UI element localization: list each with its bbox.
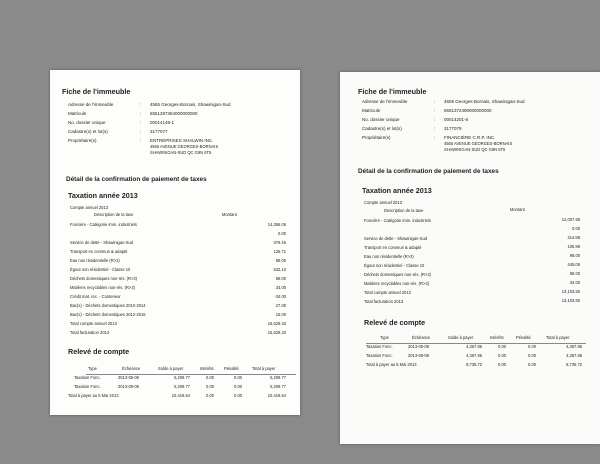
field-value-matricule: 6551372490000000000 (444, 108, 492, 113)
releve-header: Pénalité (224, 366, 239, 371)
releve-cell: 0.00 (528, 344, 536, 349)
detail-title: Détail de la confirmation de paiement de taxes (66, 176, 207, 183)
tax-row-desc: Eau non résidentielle (R>3) (364, 254, 414, 259)
tax-row-amount: 34.00 (569, 280, 580, 285)
total-compte-label: Total compte annuel 2013 (364, 290, 411, 295)
tax-row-amount: 0.00 (278, 231, 286, 236)
releve-title: Relevé de compte (364, 318, 426, 327)
tax-row-desc: Foncière - Catégorie imm. industriels (364, 218, 431, 223)
releve-header: Solde à payer (448, 335, 474, 340)
releve-cell: Taxation Fonc. (366, 344, 393, 349)
field-label-dossier: No. dossier unique (362, 117, 400, 122)
tax-row-amount: 27.00 (275, 303, 286, 308)
tax-row-desc: Crédit mat. rec. - Conteneur (70, 294, 121, 299)
tax-statement-left: Fiche de l'immeuble Adresse de l'immeuble : 4565 Georges-Bornais, Shawinigan-Sud Matricule : 6551287364000000000 No. dossier unique : 00014148-1 Cadastre(s) et lot(s) : 3177077 Propriétaire(s) : ENTREPRISES SHALWIN INC. 4565 AVENUE GEORGES-BORNAIS SHAWINIGAN-SUD QC G9N 6T5 Détail de la confirmation de paiement de taxes Taxation année 2013 Compte annuel 2013 Description de la taxe Montant Foncière - Catégorie imm. industriels 14,356.06 0.00 Service de dette - Shawinigan-Sud 376.46 Transport en commun & adapté 126.71 Eau non résidentielle (R>3) 98.00 Égout non résidentiel - Classe 10 532.10 Déchets domestiques non-rés. (R>3) 98.00 Matières recyclables non-rés. (R>3) 34.00 Crédit mat. rec. - Conteneur -34.00 Bac(s) - Déchets domestiques 2010-2014 27.00 Bac(s) - Déchets domestiques 2012-2016 15.00 Total compte annuel 2013 15,629.33 Total facturation 2013 15,629.33 Relevé de compte Type Échéance Solde à payer Intérêts Pénalité Total à payer Taxation Fonc. 2013-05-08 5,209.77 0.00 0.00 5,209.77 Taxation Fonc. 2013-09-08 5,209.77 0.00 0.00 5,209.77 Total à payer au 5 Mai 2013 10,419.54 0.00 0.00 10,419.54 (50, 70, 300, 415)
owner-address-line-1: 4565 AVENUE GEORGES-BORNAIS (150, 144, 219, 149)
total-facturation-label: Total facturation 2013 (364, 299, 404, 304)
releve-total-value: 8,735.72 (566, 362, 582, 367)
releve-cell: 2013-09-08 (118, 384, 139, 389)
total-facturation-label: Total facturation 2013 (70, 330, 110, 335)
tax-row-amount: 314.88 (567, 235, 580, 240)
tax-row-amount: 34.00 (275, 285, 286, 290)
tax-row-amount: 98.00 (569, 271, 580, 276)
tax-row-desc: Égout non résidentiel - Classe 10 (70, 267, 131, 272)
owner-address-line-1: 4565 AVENUE GEORGES-BORNAIS (444, 141, 513, 146)
tax-row-desc: Service de dette - Shawinigan-Sud (70, 240, 134, 245)
tax-row-amount: 0.00 (572, 226, 580, 231)
tax-row-amount: 98.00 (275, 276, 286, 281)
field-value-cadastre: 3177079 (444, 126, 462, 131)
tax-row-desc: Égout non résidentiel - Classe 10 (364, 263, 425, 268)
releve-total-value: 10,419.54 (267, 393, 286, 398)
tax-row-amount: 105.98 (567, 244, 580, 249)
total-compte-value: 15,629.33 (267, 321, 286, 326)
field-value-cadastre: 3177077 (150, 129, 168, 134)
field-label-dossier: No. dossier unique (68, 120, 106, 125)
releve-header: Pénalité (516, 335, 531, 340)
releve-cell: 0.00 (234, 375, 242, 380)
releve-total-label: Total à payer au 5 Mai 2013 (68, 393, 119, 398)
tax-row-amount: 376.46 (273, 240, 286, 245)
releve-header: Intérêts (200, 366, 214, 371)
tax-row-amount: 98.00 (569, 253, 580, 258)
compte-annuel: Compte annuel 2013 (364, 200, 403, 205)
releve-header: Solde à payer (158, 366, 184, 371)
releve-cell: 5,209.77 (270, 375, 286, 380)
releve-total-solde: 8,735.72 (466, 362, 482, 367)
field-label-cadastre: Cadastre(s) et lot(s) (362, 126, 402, 131)
tax-row-desc: Matières recyclables non-rés. (R>3) (364, 281, 429, 286)
field-label-owner: Propriétaire(s) (68, 138, 97, 143)
owner-address-line-2: SHAWINIGAN-SUD QC G9N 6T5 (444, 147, 506, 152)
releve-cell: 0.00 (206, 384, 214, 389)
tax-year-title: Taxation année 2013 (362, 186, 432, 195)
tax-row-desc: Transport en commun & adapté (364, 245, 422, 250)
releve-cell: 0.00 (234, 384, 242, 389)
releve-total-solde: 10,419.54 (171, 393, 190, 398)
field-label-address: Adresse de l'immeuble (362, 99, 408, 104)
tax-row-amount: 15.00 (275, 312, 286, 317)
total-compte-label: Total compte annuel 2013 (70, 321, 117, 326)
field-label-matricule: Matricule (362, 108, 381, 113)
compte-annuel: Compte annuel 2013 (70, 205, 109, 210)
tax-row-amount: 14,356.06 (267, 222, 286, 227)
col-amount-header: Montant (510, 207, 525, 212)
tax-year-title: Taxation année 2013 (68, 191, 138, 200)
releve-total-penalite: 0.00 (528, 362, 536, 367)
field-value-matricule: 6551287364000000000 (150, 111, 198, 116)
tax-row-amount: 126.71 (273, 249, 286, 254)
releve-cell: 5,209.77 (270, 384, 286, 389)
tax-row-desc: Déchets domestiques non-rés. (R>3) (364, 272, 432, 277)
releve-header: Type (380, 335, 389, 340)
field-value-address: 4565 Georges-Bornais, Shawinigan-Sud (150, 102, 231, 107)
releve-cell: 0.00 (206, 375, 214, 380)
releve-cell: Taxation Fonc. (74, 375, 101, 380)
tax-row-desc: Matières recyclables non-rés. (R>3) (70, 285, 135, 290)
releve-cell: 4,367.86 (566, 353, 582, 358)
tax-row-desc: Transport en commun & adapté (70, 249, 128, 254)
col-desc-header: Description de la taxe (94, 212, 134, 217)
tax-row-desc: Bac(s) - Déchets domestiques 2010-2014 (70, 303, 146, 308)
releve-cell: 4,367.86 (466, 344, 482, 349)
releve-header: Total à payer (252, 366, 276, 371)
tax-row-desc: Bac(s) - Déchets domestiques 2012-2016 (70, 312, 146, 317)
tax-row-amount: -34.00 (274, 294, 286, 299)
releve-cell: 5,209.77 (174, 384, 190, 389)
field-label-address: Adresse de l'immeuble (68, 102, 114, 107)
owner-address-line-2: SHAWINIGAN-SUD QC G9N 6T5 (150, 150, 212, 155)
field-label-owner: Propriétaire(s) (362, 135, 391, 140)
releve-cell: 2013-05-08 (118, 375, 139, 380)
tax-statement-right: Fiche de l'immeuble Adresse de l'immeuble : 4605 Georges-Bornais, Shawinigan-Sud Matricule : 6551372490000000000 No. dossier unique : 00014201-8 Cadastre(s) et lot(s) : 3177079 Propriétaire(s) : FINANCIÈRE C.R.P. INC. 4565 AVENUE GEORGES-BORNAIS SHAWINIGAN-SUD QC G9N 6T5 Détail de la confirmation de paiement de taxes Taxation année 2013 Compte annuel 2013 Description de la taxe Montant Foncière - Catégorie imm. industriels 12,007.68 0.00 Service de dette - Shawinigan-Sud 314.88 Transport en commun & adapté 105.98 Eau non résidentielle (R>3) 98.00 Égout non résidentiel - Classe 10 445.06 Déchets domestiques non-rés. (R>3) 98.00 Matières recyclables non-rés. (R>3) 34.00 Total compte annuel 2013 13,103.60 Total facturation 2013 13,103.60 Relevé de compte Type Échéance Solde à payer Intérêts Pénalité Total à payer Taxation Fonc. 2013-05-08 4,367.86 0.00 0.00 4,367.86 Taxation Fonc. 2013-09-08 4,367.86 0.00 0.00 4,367.86 Total à payer au 5 Mai 2013 8,735.72 0.00 0.00 8,735.72 (340, 72, 600, 444)
releve-cell: 2013-05-08 (408, 344, 429, 349)
fiche-title: Fiche de l'immeuble (358, 87, 427, 96)
field-value-dossier: 00014148-1 (150, 120, 175, 125)
tax-row-amount: 445.06 (567, 262, 580, 267)
field-label-cadastre: Cadastre(s) et lot(s) (68, 129, 108, 134)
releve-header: Type (88, 366, 97, 371)
releve-total-label: Total à payer au 5 Mai 2013 (366, 362, 417, 367)
total-compte-value: 13,103.60 (561, 289, 580, 294)
field-value-owner: ENTREPRISES SHALWIN INC. (150, 138, 214, 143)
releve-cell: Taxation Fonc. (74, 384, 101, 389)
total-facturation-value: 15,629.33 (267, 330, 286, 335)
releve-cell: 0.00 (528, 353, 536, 358)
releve-cell: 0.00 (498, 353, 506, 358)
field-value-owner: FINANCIÈRE C.R.P. INC. (444, 135, 496, 140)
detail-title: Détail de la confirmation de paiement de taxes (358, 168, 499, 175)
tax-row-desc: Déchets domestiques non-rés. (R>3) (70, 276, 138, 281)
releve-header: Échéance (412, 335, 431, 340)
tax-row-amount: 532.10 (273, 267, 286, 272)
tax-row-desc: Service de dette - Shawinigan-Sud (364, 236, 428, 241)
releve-cell: Taxation Fonc. (366, 353, 393, 358)
field-value-dossier: 00014201-8 (444, 117, 469, 122)
releve-header: Total à payer (546, 335, 570, 340)
releve-total-interets: 0.00 (206, 393, 214, 398)
releve-total-interets: 0.00 (498, 362, 506, 367)
releve-cell: 0.00 (498, 344, 506, 349)
col-amount-header: Montant (222, 212, 237, 217)
tax-row-desc: Eau non résidentielle (R>3) (70, 258, 120, 263)
releve-header: Intérêts (490, 335, 504, 340)
col-desc-header: Description de la taxe (384, 208, 424, 213)
fiche-title: Fiche de l'immeuble (62, 87, 131, 96)
releve-cell: 2013-09-08 (408, 353, 429, 358)
total-facturation-value: 13,103.60 (561, 298, 580, 303)
tax-row-amount: 98.00 (275, 258, 286, 263)
releve-cell: 4,367.86 (566, 344, 582, 349)
tax-row-amount: 12,007.68 (561, 217, 580, 222)
releve-title: Relevé de compte (68, 347, 130, 356)
releve-cell: 4,367.86 (466, 353, 482, 358)
releve-header: Échéance (122, 366, 141, 371)
releve-cell: 5,209.77 (174, 375, 190, 380)
releve-total-penalite: 0.00 (234, 393, 242, 398)
tax-row-desc: Foncière - Catégorie imm. industriels (70, 222, 137, 227)
field-value-address: 4605 Georges-Bornais, Shawinigan-Sud (444, 99, 525, 104)
field-label-matricule: Matricule (68, 111, 87, 116)
